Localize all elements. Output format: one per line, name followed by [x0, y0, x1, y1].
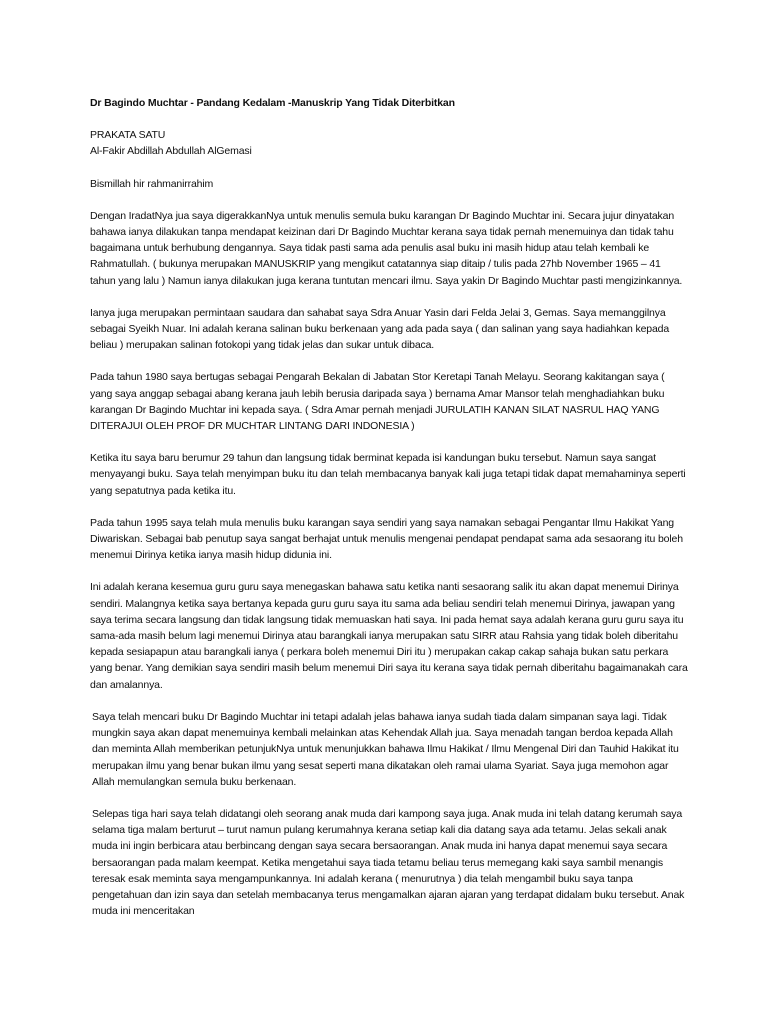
section-heading: PRAKATA SATU — [90, 129, 166, 142]
paragraph-3: Pada tahun 1980 saya bertugas sebagai Pengarah Bekalan di Jabatan Stor Keretapi Tanah Melayu. Seorang kakitangan saya ( yang saya anggap sebagai abang kerana jauh lebih berusia daripada saya ) bernama Amar Mansor telah menghadiahkan buku karangan Dr Bagindo Muchtar ini kepada saya. ( Sdra Amar pernah menjadi JURULATIH KANAN SILAT NASRUL HAQ YANG DITERAJUI OLEH PROF DR MUCHTAR LINTANG DARI INDONESIA ) — [90, 371, 665, 433]
opening-line: Bismillah hir rahmanirrahim — [90, 177, 214, 190]
paragraph-2: Ianya juga merupakan permintaan saudara dan sahabat saya Sdra Anuar Yasin dari Felda Jelai 3, Gemas. Saya memanggilnya sebagai Syeikh Nuar. Ini adalah kerana salinan buku berkenaan yang ada pada saya ( dan salinan yang saya hadiahkan kepada beliau ) merupakan salinan fotokopi yang tidak jelas dan sukar untuk dibaca. — [90, 306, 670, 352]
preface-heading-block — [90, 127, 688, 159]
paragraph-6: Ini adalah kerana kesemua guru guru saya menegaskan bahawa satu ketika nanti sesaorang salik itu akan dapat menemui Dirinya sendiri. Malangnya ketika saya bertanya kepada guru guru saya itu sama ada beliau sendiri telah menemui Dirinya, jawapan yang saya terima secara langsung dan tidak langsung tidak memuaskan hati saya. Ini pada hemat saya adalah kerana guru guru saya itu sama-ada masih belum lagi menemui Dirinya atau barangkali ianya merupakan satu SIRR atau Rahsia yang tidak boleh diberitahu kepada sesiapapun atau barangkali ianya ( perkara boleh menemui Diri itu ) merupakan cakap cakap sahaja bukan satu perkara yang benar. Yang demikian saya sendiri masih belum menemui Diri saya itu kerana saya tidak pernah diberitahu bagaimanakah cara dan amalannya. — [90, 581, 688, 691]
paragraph-1: Dengan IradatNya jua saya digerakkanNya untuk menulis semula buku karangan Dr Bagindo Muchtar ini. Secara jujur dinyatakan bahawa ianya dilakukan tanpa mendapat keizinan dari Dr Bagindo Muchtar kerana saya tidak pernah menemuinya dan tidak tahu bagaimana untuk berhubung dengannya. Saya tidak pasti sama ada penulis asal buku ini masih hidup atau telah kembali ke Rahmatullah. ( bukunya merupakan MANUSKRIP yang mengikut catatannya siap ditaip / tulis pada 27hb November 1965 – 41 tahun yang lalu ) Namun ianya dilakukan juga kerana tuntutan mencari ilmu. Saya yakin Dr Bagindo Muchtar pasti mengizinkannya. — [90, 209, 683, 287]
paragraph-5: Pada tahun 1995 saya telah mula menulis buku karangan saya sendiri yang saya namakan sebagai Pengantar Ilmu Hakikat Yang Diwariskan. Sebagai bab penutup saya sangat berhajat untuk menulis mengenai pendapat pendapat sama ada sesaorang itu boleh menemui Dirinya ketika ianya masih hidup didunia ini. — [90, 516, 683, 562]
paragraph-8: Selepas tiga hari saya telah didatangi oleh seorang anak muda dari kampong saya juga. Anak muda ini telah datang kerumah saya selama tiga malam berturut – turut namun pulang kerumahnya kerana setiap kali dia datang saya ada tetamu. Jelas sekali anak muda ini ingin berbicara atau berbincang dengan saya secara bersaorangan. Anak muda ini hanya dapat menemui saya secara bersaorangan pada malam keempat. Ketika mengetahui saya tiada tetamu beliau terus memegang kaki saya sambil menangis teresak esak meminta saya mengampunkannya. Ini adalah kerana ( menurutnya ) dia telah mengambil buku saya tanpa pengetahuan dan izin saya dan setelah membacanya terus mengamalkan ajaran ajaran yang terdapat didalam buku tersebut. Anak muda ini menceritakan — [92, 807, 685, 918]
paragraph-7: Saya telah mencari buku Dr Bagindo Muchtar ini tetapi adalah jelas bahawa ianya sudah tiada dalam simpanan saya lagi. Tidak mungkin saya akan dapat menemuinya kembali melainkan atas Kehendak Allah jua. Saya menadah tangan berdoa kepada Allah dan meminta Allah memberikan petunjukNya untuk menunjukkan bahawa Ilmu Hakikat / Ilmu Mengenal Diri dan Tauhid Hakikat itu merupakan ilmu yang benar bukan ilmu yang sesat seperti mana dikatakan oleh ramai ulama Syariat. Saya juga memohon agar Allah memulangkan semula buku berkenaan. — [92, 710, 679, 788]
paragraph-4: Ketika itu saya baru berumur 29 tahun dan langsung tidak berminat kepada isi kandungan buku tersebut. Namun saya sangat menyayangi buku. Saya telah menyimpan buku itu dan telah membacanya banyak kali juga tetapi tidak dapat memahaminya seperti yang sepatutnya pada ketika itu. — [90, 452, 686, 497]
document-page — [90, 95, 688, 1015]
author-name: Al-Fakir Abdillah Abdullah AlGemasi — [90, 145, 252, 158]
document-title: Dr Bagindo Muchtar - Pandang Kedalam -Manuskrip Yang Tidak Diterbitkan — [90, 97, 455, 109]
